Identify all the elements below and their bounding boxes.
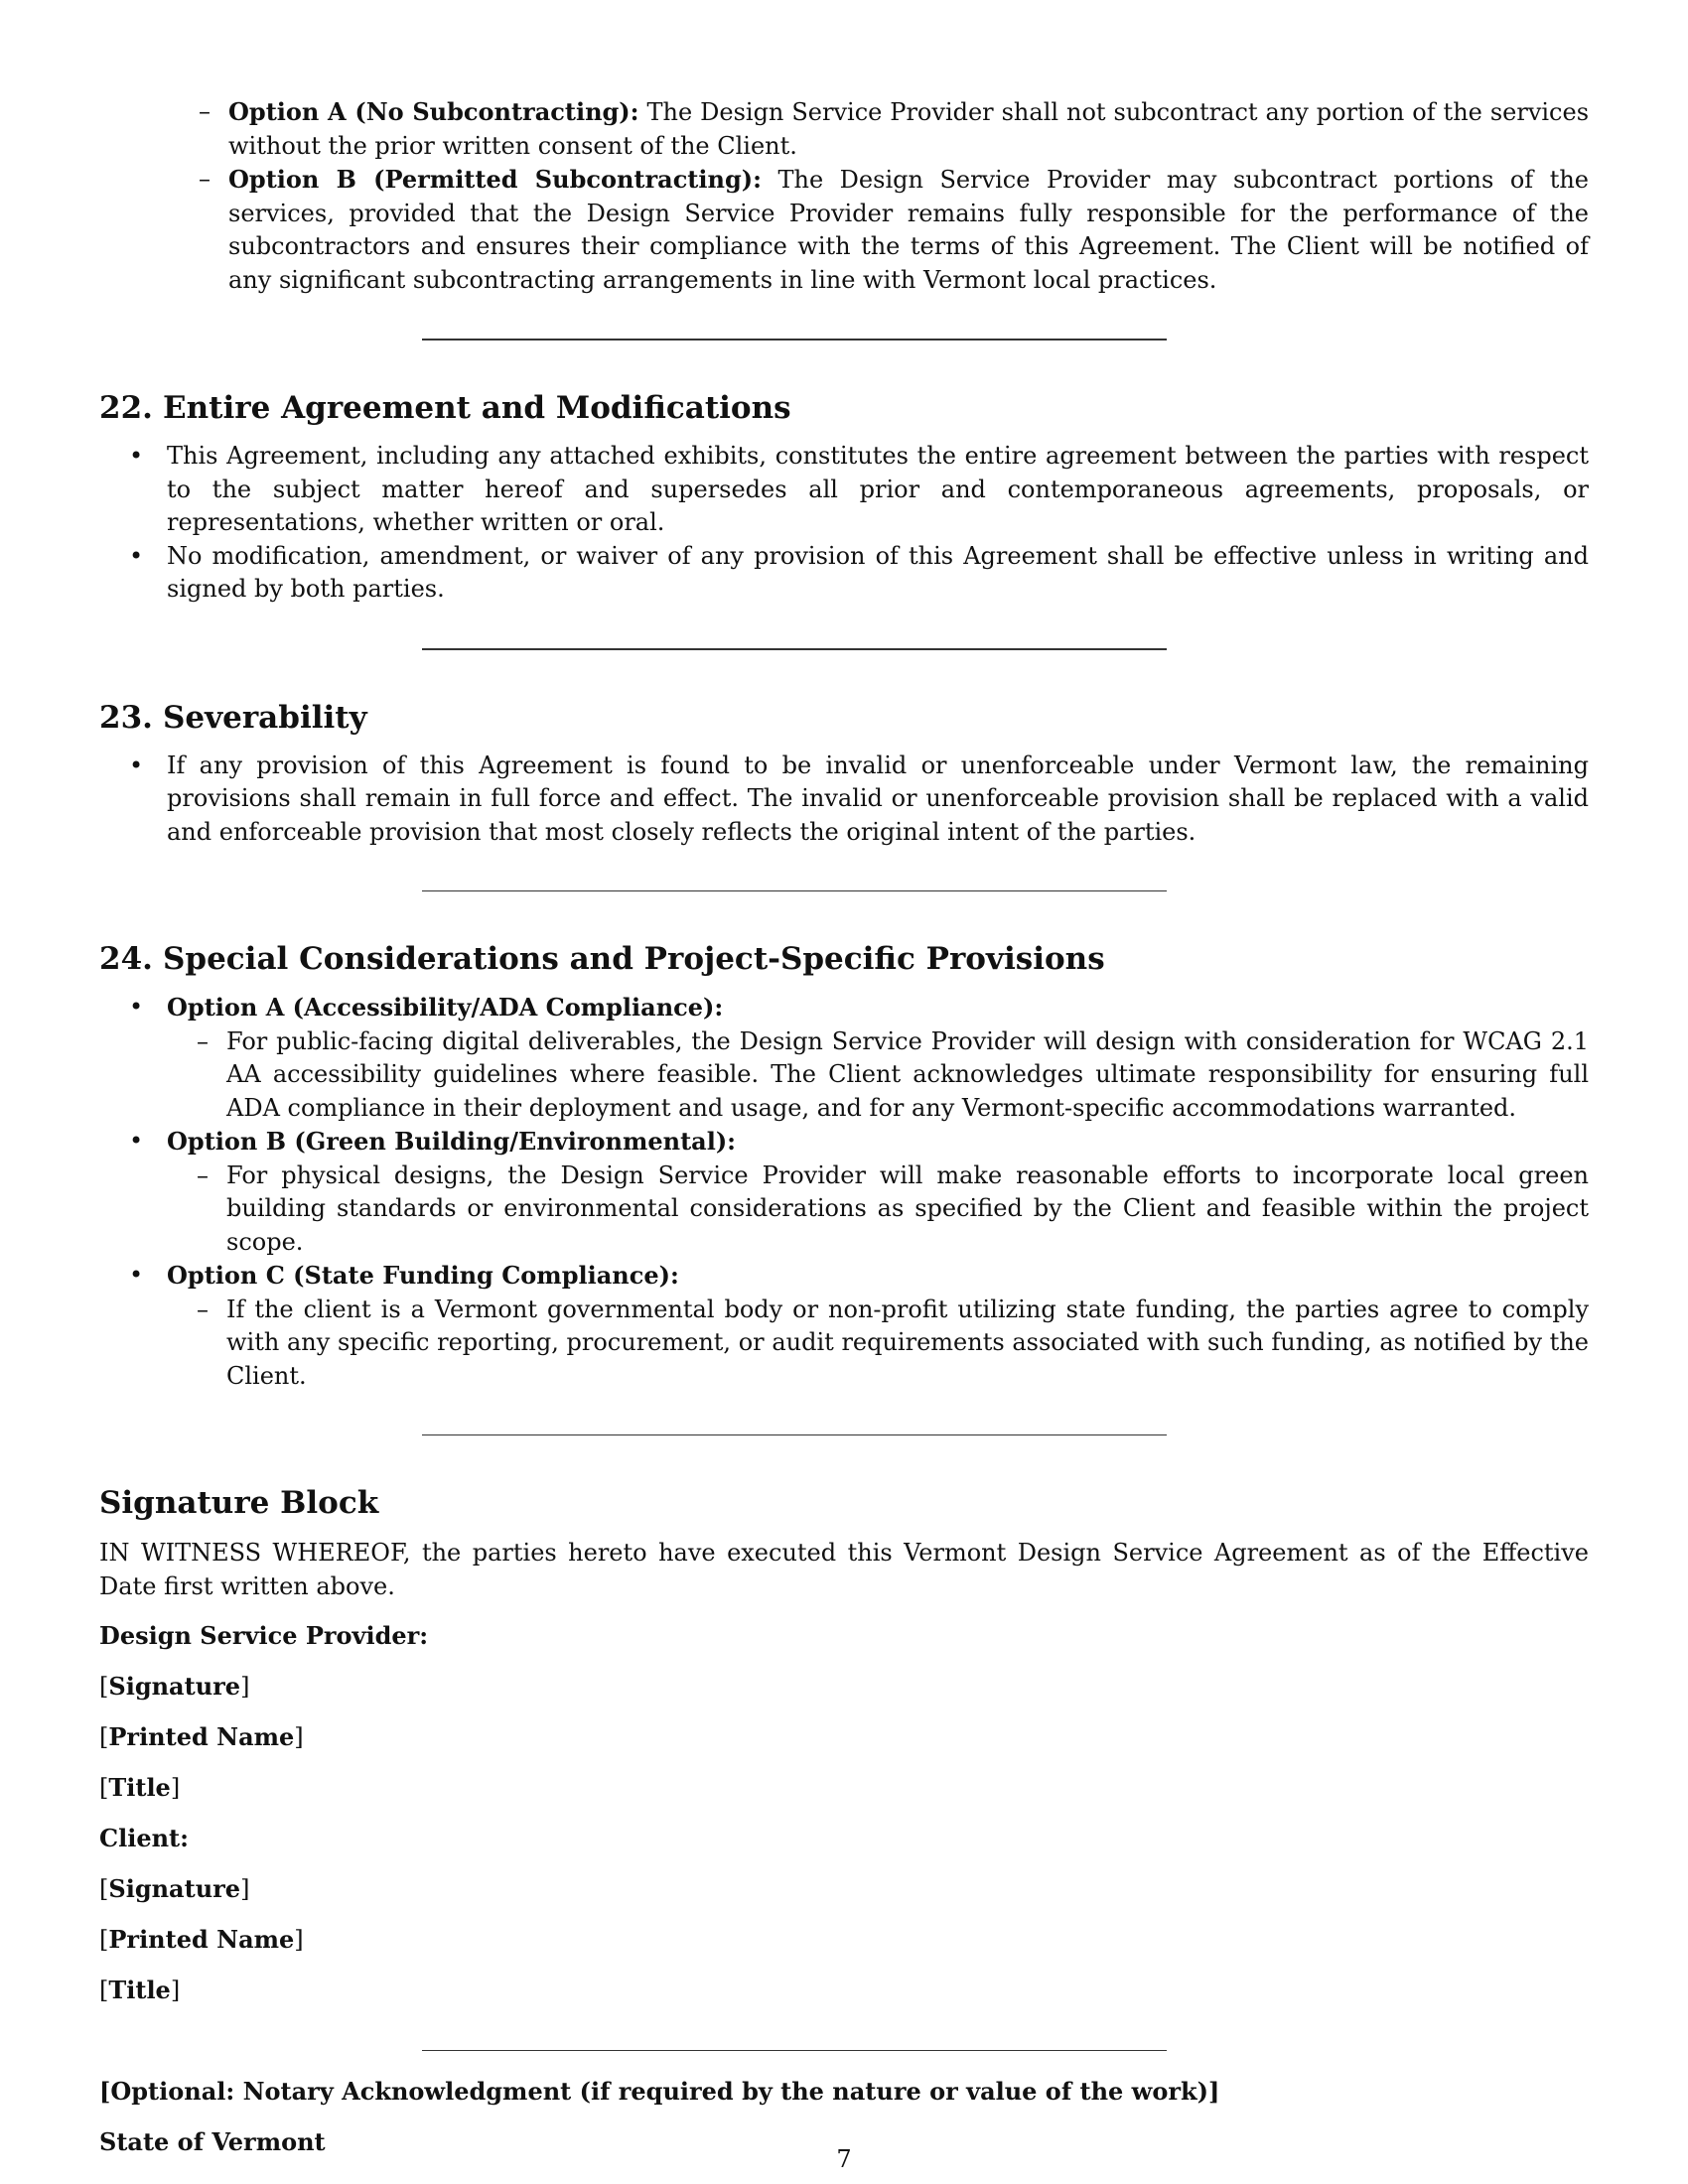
list-item [199, 95, 1589, 163]
section-divider [422, 339, 1167, 341]
client-label: Client: [99, 1824, 189, 1852]
section-title: Entire Agreement and Modifications [163, 390, 791, 426]
section-number: 22. [99, 390, 153, 426]
section-24-options [129, 991, 1589, 1393]
provider-signature-field: [Signature] [99, 1672, 250, 1701]
list-item: • If any provision of this Agreement is found to be invalid or unenforceable under Vermont law, the remaining provisions shall remain in full force and effect. The invalid or unenforceable provision shall be replaced with a valid and enforceable provision that most closely reflects the original intent of the parties. [129, 750, 1589, 850]
section-number: 24. [99, 941, 153, 977]
list-item [129, 1125, 1589, 1259]
section-divider [422, 648, 1167, 650]
option-text: The Design Service Provider shall not subcontract any portion of the services without the prior written consent of the Client. [228, 98, 1590, 160]
client-printed-name-field: [Printed Name] [99, 1925, 304, 1954]
provider-printed-name-field: [Printed Name] [99, 1722, 304, 1751]
list-item [199, 163, 1589, 297]
signature-block-title: Signature Block [99, 1485, 379, 1521]
list-item: • No modification, amendment, or waiver of any provision of this Agreement shall be effective unless in writing and signed by both parties. [129, 540, 1589, 607]
document-page [99, 95, 1589, 2176]
section-divider [422, 890, 1167, 891]
list-item [129, 1259, 1589, 1393]
section-divider [422, 1434, 1167, 1435]
section-22-heading [99, 388, 1589, 428]
option-detail: – If the client is a Vermont governmental body or non-profit utilizing state funding, the parties agree to comply with any specific reporting, procurement, or audit requirements associated with such funding, as notified by the Client. [197, 1294, 1589, 1394]
option-detail: – For physical designs, the Design Service Provider will make reasonable efforts to incorporate local green building standards or environmental considerations as specified by the Client and feasible within the project scope. [197, 1160, 1589, 1260]
provider-label: Design Service Provider: [99, 1621, 429, 1650]
option-label: Option B (Green Building/Environmental): [167, 1127, 737, 1156]
option-text: The Design Service Provider may subcontract portions of the services, provided that the Design Service Provider remains fully responsible for the performance of the subcontractors and ensures their compliance with the terms of this Agreement. The Client will be notified of any significant subcontracting arrangements in line with Vermont local practices. [228, 166, 1590, 294]
section-23-heading [99, 698, 1589, 738]
section-22-bullets [129, 440, 1589, 607]
option-detail: – For public-facing digital deliverables, the Design Service Provider will design with consideration for WCAG 2.1 AA accessibility guidelines where feasible. The Client acknowledges ultimate responsibility for ensuring full ADA compliance in their deployment and usage, and for any Vermont-specific accommodations warranted. [197, 1025, 1589, 1126]
list-item [129, 991, 1589, 1125]
option-label: Option C (State Funding Compliance): [167, 1261, 679, 1290]
option-label: Option A (No Subcontracting): [228, 97, 639, 126]
section-divider [422, 2050, 1167, 2051]
section-title: Special Considerations and Project-Specific Provisions [163, 941, 1105, 977]
notary-heading: [Optional: Notary Acknowledgment (if required by the nature or value of the work)] [99, 2076, 1220, 2106]
section-number: 23. [99, 699, 153, 736]
provider-title-field: [Title] [99, 1773, 181, 1802]
section-24-heading [99, 939, 1589, 979]
page-number: 7 [836, 2145, 852, 2173]
client-title-field: [Title] [99, 1976, 181, 2004]
client-signature-field: [Signature] [99, 1874, 250, 1903]
section-23-bullets [129, 750, 1589, 850]
list-item: • This Agreement, including any attached exhibits, constitutes the entire agreement between the parties with respect to the subject matter hereof and supersedes all prior and contemporaneous agreements, proposals, or representations, whether written or oral. [129, 440, 1589, 540]
section-title: Severability [163, 699, 367, 736]
witness-statement: IN WITNESS WHEREOF, the parties hereto have executed this Vermont Design Service Agreement as of the Effective Date first written above. [99, 1539, 1589, 1600]
subcontracting-options-list [199, 95, 1589, 297]
notary-state: State of Vermont [99, 2126, 326, 2156]
option-label: Option A (Accessibility/ADA Compliance): [167, 993, 724, 1022]
option-label: Option B (Permitted Subcontracting): [228, 165, 762, 194]
